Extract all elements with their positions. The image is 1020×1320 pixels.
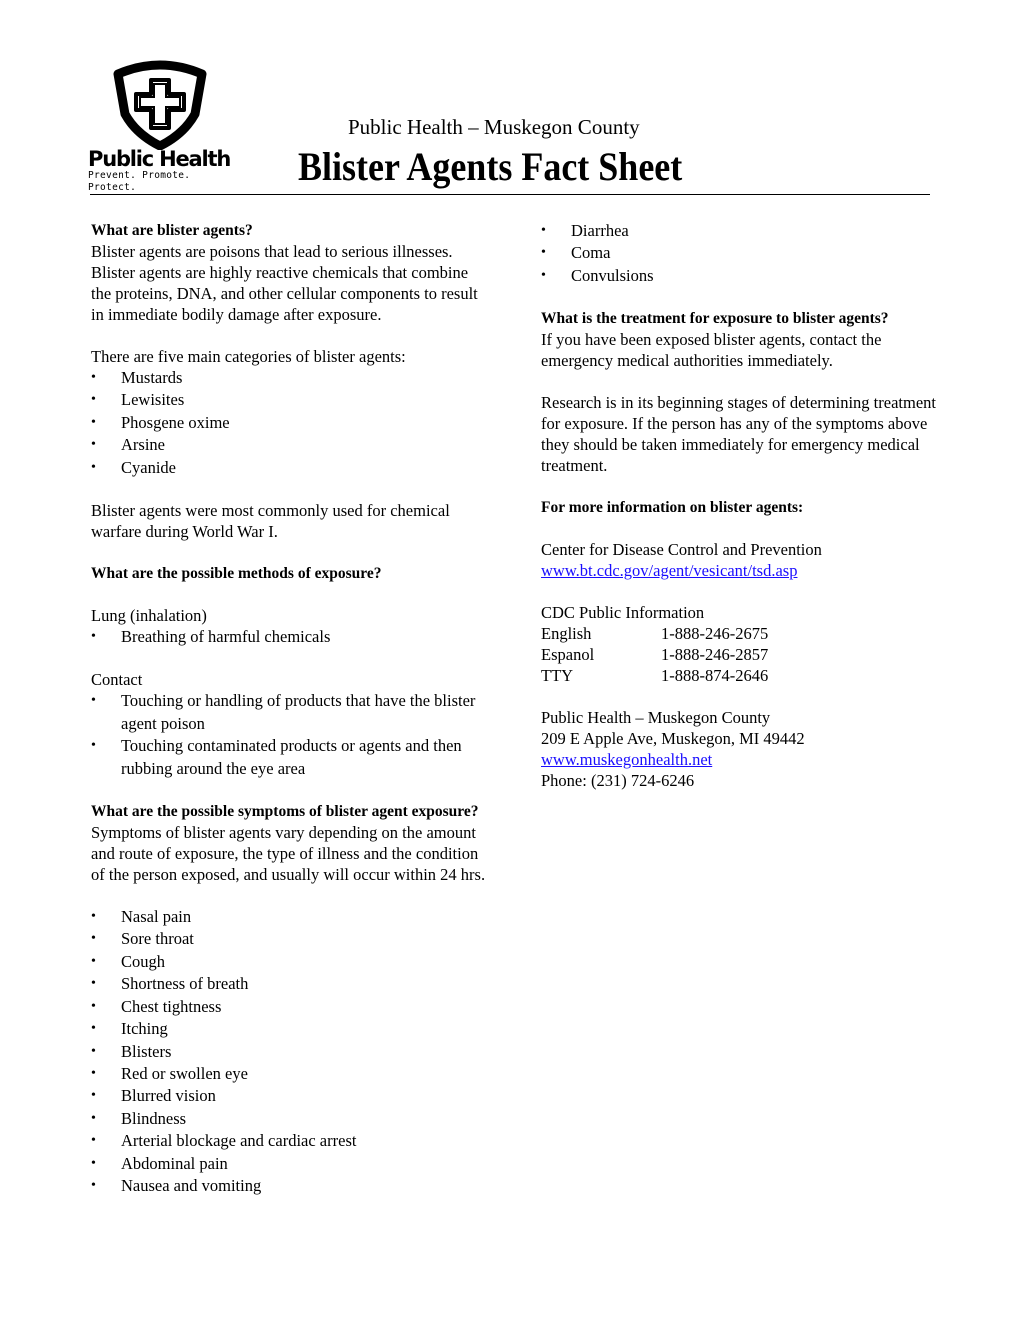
list-item: • Arsine	[91, 434, 491, 456]
list-item: • Cough	[91, 951, 491, 973]
lung-list	[91, 626, 491, 648]
list-item: • Touching contaminated products or agents and then rubbing around the eye area	[91, 735, 491, 780]
shield-cross-icon	[88, 60, 238, 150]
list-item: • Abdominal pain	[91, 1153, 491, 1175]
phone-row	[541, 665, 941, 686]
heading-exposure-methods: What are the possible methods of exposure?	[91, 565, 382, 583]
right-column	[541, 220, 941, 791]
list-item: • Chest tightness	[91, 996, 491, 1018]
list-item: • Coma	[541, 242, 941, 264]
org-website-link[interactable]: www.muskegonhealth.net	[541, 750, 713, 770]
categories-list	[91, 367, 491, 479]
list-item: • Blurred vision	[91, 1085, 491, 1107]
heading-symptoms: What are the possible symptoms of blister agent exposure?	[91, 803, 479, 821]
phone-row	[541, 644, 941, 665]
cdc-link[interactable]: www.bt.cdc.gov/agent/vesicant/tsd.asp	[541, 561, 798, 581]
phone-number: 1-888-246-2675	[661, 624, 769, 644]
research-text: Research is in its beginning stages of determining treatment for exposure. If the person has any of the symptoms above they should be taken immediately for emergency medical treatment.	[541, 393, 936, 476]
categories-intro: There are five main categories of blister agents:	[91, 347, 406, 366]
list-item: • Blisters	[91, 1041, 491, 1063]
phone-number: 1-888-246-2857	[661, 645, 769, 665]
list-item: • Shortness of breath	[91, 973, 491, 995]
phone-number: 1-888-874-2646	[661, 666, 769, 686]
page-title: Blister Agents Fact Sheet	[298, 144, 683, 189]
warfare-text: Blister agents were most commonly used for chemical warfare during World War I.	[91, 501, 450, 542]
symptoms-list	[91, 906, 491, 1197]
heading-more-info: For more information on blister agents:	[541, 499, 804, 517]
list-item: • Convulsions	[541, 265, 941, 287]
org-address: 209 E Apple Ave, Muskegon, MI 49442	[541, 729, 805, 749]
phone-label: TTY	[541, 666, 574, 686]
list-item: • Breathing of harmful chemicals	[91, 626, 491, 648]
symptoms-body: Symptoms of blister agents vary depending on the amount and route of exposure, the type of illness and the condition of the person exposed, and usually will occur within 24 hrs.	[91, 823, 486, 885]
contact-list	[91, 690, 491, 780]
symptoms-list-continued	[541, 220, 941, 287]
org-phone: Phone: (231) 724-6246	[541, 771, 695, 791]
list-item: • Mustards	[91, 367, 491, 389]
list-item: • Lewisites	[91, 389, 491, 411]
phone-label: English	[541, 624, 592, 644]
heading-what-are: What are blister agents?	[91, 222, 253, 239]
list-item: • Nasal pain	[91, 906, 491, 928]
cdc-name: Center for Disease Control and Prevention	[541, 540, 822, 560]
list-item: • Blindness	[91, 1108, 491, 1130]
heading-treatment: What is the treatment for exposure to blister agents?	[541, 310, 889, 328]
org-name: Public Health – Muskegon County	[541, 708, 771, 728]
list-item: • Diarrhea	[541, 220, 941, 242]
treatment-body: If you have been exposed blister agents, contact the emergency medical authorities immediately.	[541, 330, 882, 371]
list-item: • Touching or handling of products that have the blister agent poison	[91, 690, 491, 735]
left-column	[91, 220, 491, 1197]
list-item: • Phosgene oxime	[91, 412, 491, 434]
list-item: • Red or swollen eye	[91, 1063, 491, 1085]
what-are-body: Blister agents are poisons that lead to serious illnesses. Blister agents are highly reactive chemicals that combine the proteins, DNA, and other cellular components to result in immediate bodily damage after exposure.	[91, 242, 478, 324]
phone-label: Espanol	[541, 645, 595, 665]
contact-label: Contact	[91, 670, 143, 690]
cdc-public-label: CDC Public Information	[541, 603, 705, 623]
public-health-logo	[88, 60, 238, 193]
list-item: • Sore throat	[91, 928, 491, 950]
lung-label: Lung (inhalation)	[91, 606, 207, 626]
logo-tagline: Prevent. Promote. Protect.	[88, 170, 191, 193]
page-subtitle: Public Health – Muskegon County	[348, 115, 640, 139]
list-item: • Nausea and vomiting	[91, 1175, 491, 1197]
list-item: • Arterial blockage and cardiac arrest	[91, 1130, 491, 1152]
list-item: • Itching	[91, 1018, 491, 1040]
logo-name: Public Health	[88, 147, 231, 171]
header-divider	[90, 194, 930, 195]
list-item: • Cyanide	[91, 457, 491, 479]
phone-row	[541, 623, 941, 644]
